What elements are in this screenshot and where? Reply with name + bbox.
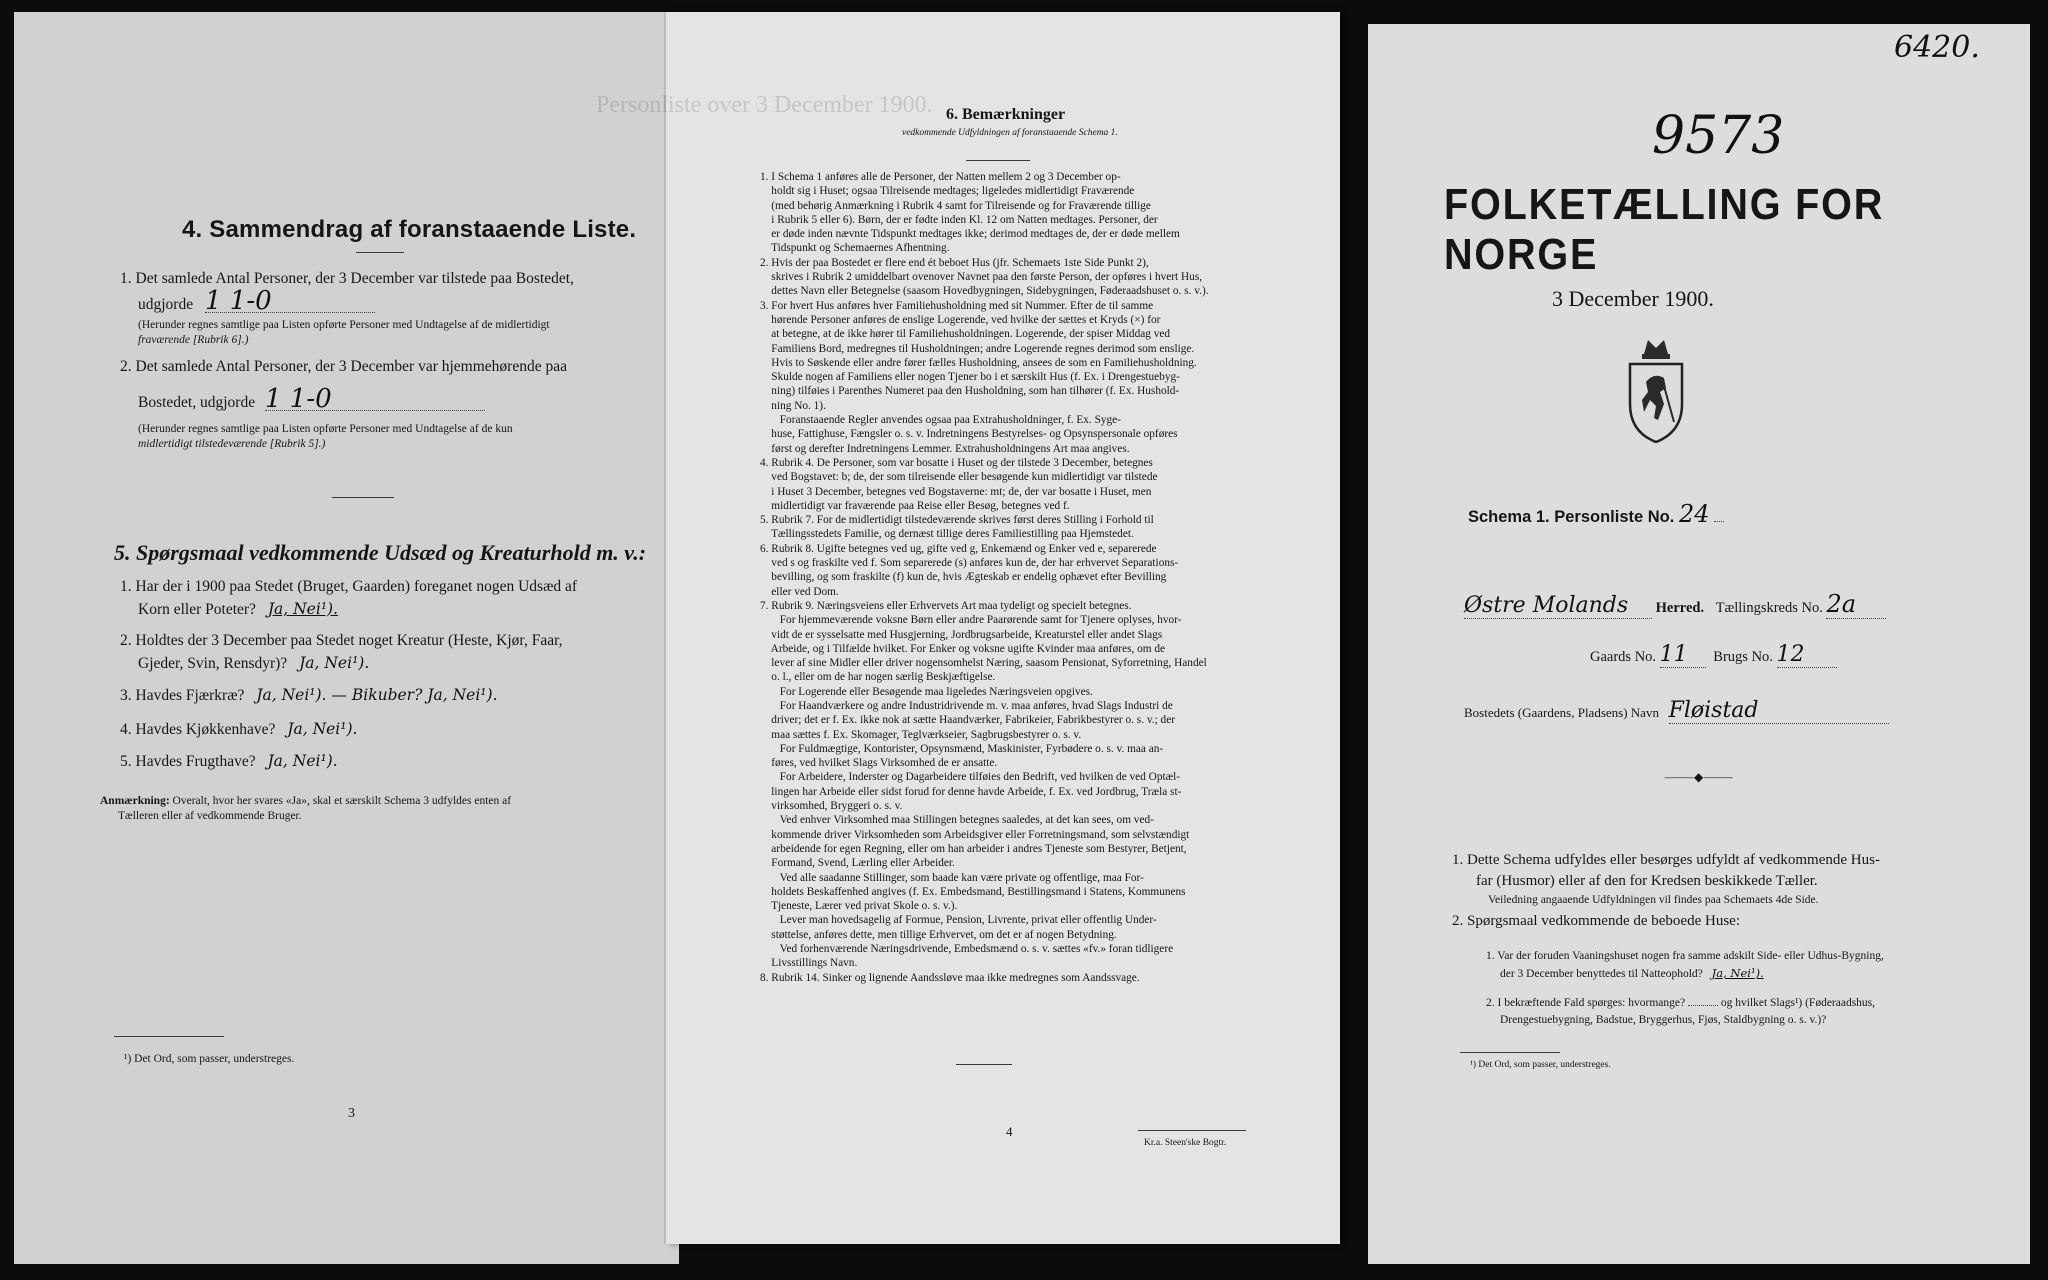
remark-line: For Logerende eller Besøgende maa ligeledes Næringsveien opgives. — [760, 685, 1093, 698]
remarks-title: 6. Bemærkninger — [946, 106, 1066, 123]
remark-line: 7. Rubrik 9. Næringsveiens eller Erhvervets Art maa tydeligt og specielt betegnes. — [760, 599, 1132, 612]
item2-note-b: midlertidigt tilstedeværende [Rubrik 5].) — [138, 438, 326, 450]
divider — [332, 497, 394, 498]
remark-line: Tællingsstedets Familie, og dernæst tillige deres Familiestilling paa Hjemstedet. — [760, 528, 1134, 541]
q3-answer: Ja, Nei¹). — Bikuber? Ja, Nei¹). — [256, 686, 498, 704]
instruction-2: 2. Spørgsmaal vedkommende de beboede Huse: — [1452, 913, 1740, 929]
q2-answer: Ja, Nei¹). — [299, 654, 370, 672]
page-number: 3 — [348, 1106, 355, 1121]
instruction-2-2b: og hvilket Slags¹) (Føderaadshus, — [1720, 997, 1876, 1009]
schema-number: 24 — [1678, 500, 1710, 528]
remark-line: lever af sine Midler eller driver nogensomhelst Næring, saasom Pensionat, Syforretning, Handel — [760, 657, 1207, 670]
divider — [356, 252, 404, 253]
remark-line: skrives i Rubrik 2 umiddelbart ovenover Navnet paa den første Person, der opføres i hvert Hus, — [760, 271, 1203, 284]
remark-line: støttelse, anføres dette, men tillige Erhvervet, om det er af nogen Betydning. — [760, 928, 1117, 941]
handwritten-number: 9573 — [1652, 106, 1785, 166]
remark-line: 2. Hvis der paa Bostedet er flere end ét beboet Hus (jfr. Schemaets 1ste Side Punkt 2), — [760, 256, 1149, 269]
remarks-body — [760, 170, 1320, 985]
instruction-2-2c: Drengestuebygning, Badstue, Bryggerhus, Fjøs, Staldbygning o. s. v.)? — [1500, 1014, 1827, 1026]
census-date: 3 December 1900. — [1552, 286, 1714, 311]
ornament-divider: ⸻◆⸻ — [1664, 770, 1734, 784]
item2-note-a: (Herunder regnes samtlige paa Listen opførte Personer med Undtagelse af de kun — [138, 423, 513, 435]
q2-line-b: Gjeder, Svin, Rensdyr)? — [138, 655, 288, 672]
section5-title: 5. Spørgsmaal vedkommende Udsæd og Kreaturhold m. v.: — [114, 540, 647, 565]
remark-line: Arbeide, og i Tilfælde hvilket. For Enker og voksne ugifte Kvinder maa anføres, om de — [760, 642, 1166, 655]
printer-credit: Kr.a. Steen'ske Bogtr. — [1144, 1138, 1227, 1148]
remark-line: For Arbeidere, Inderster og Dagarbeidere tilføies den Bedrift, ved hvilken de ved Optæl- — [760, 771, 1181, 784]
remark-line: 1. I Schema 1 anføres alle de Personer, der Natten mellem 2 og 3 December op- — [760, 171, 1121, 183]
item1-prefix: udgjorde — [138, 296, 194, 313]
remark-line: virksomhed, Bryggeri o. s. v. — [760, 800, 903, 813]
remark-line: Ved forhenværende Næringsdrivende, Embedsmænd o. s. v. sættes «fv.» foran tidligere — [760, 943, 1174, 956]
brugs-label: Brugs No. — [1713, 649, 1773, 665]
middle-page — [596, 12, 1340, 1244]
remark-line: kommende driver Virksomheden som Arbeidsgiver eller Forretningsmand, som selvstændigt — [760, 828, 1190, 841]
instruction-2-1-answer: Ja, Nei¹). — [1711, 966, 1764, 980]
remark-line: Familiens Bord, medregnes til Husholdningen; andre Logerende regnes derimod som enslige. — [760, 342, 1195, 355]
gaards-label: Gaards No. — [1590, 649, 1657, 665]
divider — [956, 1064, 1012, 1065]
q4-text: 4. Havdes Kjøkkenhave? — [120, 721, 276, 738]
q3-text: 3. Havdes Fjærkræ? — [120, 687, 245, 704]
q1-line-a: 1. Har der i 1900 paa Stedet (Bruget, Gaarden) foreganet nogen Udsæd af — [120, 578, 578, 595]
q2-line-a: 2. Holdtes der 3 December paa Stedet noget Kreatur (Heste, Kjør, Faar, — [120, 632, 563, 649]
bosted-label: Bostedets (Gaardens, Pladsens) Navn — [1464, 705, 1659, 720]
kreds-value: 2a — [1826, 590, 1886, 619]
remark-line: Skulde nogen af Familiens eller nogen Tjener bo i et særskilt Hus (f. Ex. i Drengestuebyg- — [760, 371, 1180, 384]
remark-line: o. l., eller om de har nogen særlig Beskjæftigelse. — [760, 671, 996, 684]
instruction-2-1b: der 3 December benyttedes til Natteophold? — [1500, 968, 1703, 980]
q1-answer: Ja, Nei¹). — [267, 600, 339, 618]
remark-line: Hvis to Søskende eller andre fører fælles Husholdning, ansees de som en Familiehusholdning. — [760, 356, 1197, 369]
remark-line: at betegne, at de ikke hører til Familiehusholdningen. Logerende, der spiser Middag ved — [760, 328, 1171, 341]
herred-value: Østre Molands — [1464, 593, 1652, 619]
remark-line: Livsstillings Navn. — [760, 957, 858, 970]
remark-line: arbeidende for egen Regning, eller om han arbeider i andres Tjeneste som Bestyrer, Betjent, — [760, 842, 1187, 855]
gaards-value: 11 — [1660, 642, 1706, 668]
item1-note-a: (Herunder regnes samtlige paa Listen opførte Personer med Undtagelse af de midlertidigt — [138, 319, 550, 331]
instruction-1c: Veiledning angaaende Udfyldningen vil findes paa Schemaets 4de Side. — [1488, 894, 1819, 906]
remark-line: For Haandværkere og andre Industridrivende m. v. maa anføres, hvad Slags Industri de — [760, 699, 1173, 712]
remark-line: er døde inden nævnte Tidspunkt medtages ikke; derimod medtages de, der er døde mellem — [760, 228, 1180, 241]
remark-line: vidt de er sysselsatte med Husgjerning, Jordbrugsarbeide, Kreaturstel eller andet Slags — [760, 628, 1163, 641]
item2-line1: 2. Det samlede Antal Personer, der 3 December var hjemmehørende paa — [120, 358, 567, 375]
footnote-rule — [114, 1036, 224, 1037]
instruction-2-1a: 1. Var der foruden Vaaningshuset nogen fra samme adskilt Side- eller Udhus-Bygning, — [1486, 950, 1884, 962]
remark-line: Tjeneste, Lærer ved privat Skole o. s. v.). — [760, 900, 958, 913]
kreds-label: Tællingskreds No. — [1715, 600, 1823, 616]
bleed-through-text: Personliste over 3 December 1900. — [596, 92, 933, 118]
norwegian-lion-coat-of-arms-icon — [1624, 334, 1688, 451]
item2-value: 1 1-0 — [265, 388, 485, 411]
remark-line: 5. Rubrik 7. For de midlertidigt tilstedeværende skrives først deres Stilling i Forhold til — [760, 514, 1154, 527]
item2-prefix: Bostedet, udgjorde — [138, 394, 256, 411]
q5-answer: Ja, Nei¹). — [267, 752, 338, 770]
remark-line: Ved alle saadanne Stillinger, som baade kan være private og offentlige, maa For- — [760, 871, 1144, 884]
remark-line: huse, Fattighuse, Fængsler o. s. v. Indretningens Bestyrelses- og Opsynspersonale opføres — [760, 428, 1178, 441]
remark-line: i Rubrik 5 eller 6). Børn, der er fødte inden Kl. 12 om Natten medtages. Personer, der — [760, 213, 1158, 226]
remark-line: Tidspunkt og Schemaernes Afhentning. — [760, 242, 950, 255]
remarks-subtitle: vedkommende Udfyldningen af foranstaaende Schema 1. — [902, 128, 1118, 138]
remark-text-a: Overalt, hvor her svares «Ja», skal et særskilt Schema 3 udfyldes enten af — [172, 795, 512, 807]
remark-line: 8. Rubrik 14. Sinker og lignende Aandssløve maa ikke medregnes som Aandssvage. — [760, 971, 1140, 984]
q4-answer: Ja, Nei¹). — [287, 720, 358, 738]
remark-line: Lever man hovedsagelig af Formue, Pension, Livrente, privat eller offentlig Under- — [760, 914, 1157, 927]
remark-line: først og derefter Indretningens Lemmer. Extrahusholdningens Art maa angives. — [760, 442, 1130, 455]
remark-line: For Fuldmægtige, Kontorister, Opsynsmænd, Maskinister, Fyrbødere o. s. v. maa an- — [760, 742, 1164, 755]
remark-line: 3. For hvert Hus anføres hver Familiehusholdning med sit Nummer. Efter de til samme — [760, 299, 1154, 312]
remark-line: (med behørig Anmærkning i Rubrik 4 samt for Tilreisende og for Fraværende tillige — [760, 199, 1151, 212]
herred-label: Herred. — [1655, 600, 1705, 616]
archive-number: 6420. — [1894, 30, 1980, 65]
remark-line: ved s og fraskilte ved f. Som separerede (s) anføres kun de, der har erhvervet Separations- — [760, 557, 1179, 570]
left-page — [14, 12, 679, 1264]
remark-line: Ved enhver Virksomhed maa Stillingen betegnes saaledes, at det kan sees, om ved- — [760, 814, 1154, 827]
remark-line: holdt sig i Huset; ogsaa Tilreisende medtages; ligeledes midlertidigt Fraværende — [760, 185, 1135, 198]
remark-line: ning) tilføies i Parenthes Numeret paa den Husholdning, som han tilhører (f. Ex. Hushold- — [760, 385, 1180, 398]
schema-label: Schema 1. Personliste No. — [1468, 508, 1675, 526]
remark-label: Anmærkning: — [100, 795, 170, 807]
instruction-2-2a: 2. I bekræftende Fald spørges: hvormange? — [1486, 997, 1686, 1009]
remark-line: i Huset 3 December, betegnes ved Bogstaverne: mt; de, der var bosatte i Huset, men — [760, 485, 1152, 498]
printer-rule — [1138, 1130, 1246, 1131]
remark-line: føres, ved hvilket Slags Virksomhed de er ansatte. — [760, 757, 998, 770]
brugs-value: 12 — [1777, 642, 1837, 668]
remark-line: driver; det er f. Ex. ikke nok at sætte Haandværker, Fabrikeier, Fabrikbestyrer o. s. v.; der — [760, 714, 1175, 727]
remark-line: For hjemmeværende voksne Børn eller andre Paarørende samt for Tjenere oplyses, hvor- — [760, 614, 1182, 627]
q1-line-b: Korn eller Poteter? — [138, 601, 256, 618]
bosted-value: Fløistad — [1669, 698, 1889, 724]
remark-line: 6. Rubrik 8. Ugifte betegnes ved ug, gifte ved g, Enkemænd og Enker ved e, separerede — [760, 542, 1157, 555]
remark-line: eller ved Dom. — [760, 585, 839, 598]
instruction-1a: 1. Dette Schema udfyldes eller besørges udfyldt af vedkommende Hus- — [1452, 852, 1880, 868]
remark-text-b: Tælleren eller af vedkommende Bruger. — [118, 810, 302, 822]
remark-line: ved Bogstavet: b; de, der som tilreisende eller besøgende kun midlertidigt var tilstede — [760, 471, 1158, 484]
item1-note-b: fraværende [Rubrik 6].) — [138, 334, 249, 346]
item1-line1: 1. Det samlede Antal Personer, der 3 December var tilstede paa Bostedet, — [120, 270, 574, 287]
remark-line: ning No. 1). — [760, 399, 826, 412]
remark-line: dettes Navn eller Betegnelse (saasom Hovedbygningen, Sidebygningen, Føderaadshuset o. s. v.). — [760, 285, 1209, 298]
remark-line: 4. Rubrik 4. De Personer, som var bosatte i Huset og der tilstede 3 December, betegnes — [760, 456, 1153, 469]
q5-text: 5. Havdes Frugthave? — [120, 753, 256, 770]
census-title: FOLKETÆLLING FOR NORGE — [1444, 180, 1885, 279]
footnote: ¹) Det Ord, som passer, understreges. — [1470, 1060, 1611, 1070]
section4-title: 4. Sammendrag af foranstaaende Liste. — [182, 216, 637, 243]
footnote: ¹) Det Ord, som passer, understreges. — [124, 1053, 295, 1065]
remark-line: holdets Beskaffenhed angives (f. Ex. Embedsmand, Bestillingsmand i Statens, Kommunens — [760, 885, 1186, 898]
remark-line: Formand, Svend, Lærling eller Arbeider. — [760, 857, 955, 870]
instruction-1b: far (Husmor) eller af den for Kredsen beskikkede Tæller. — [1476, 873, 1818, 889]
remark-line: lingen har Arbeide eller sidst forud for denne havde Arbeide, f. Ex. ved Jordbrug, Træla st- — [760, 785, 1182, 798]
remark-line: maa sættes f. Ex. Skomager, Teglværkseier, Sagbrugsbestyrer o. s. v. — [760, 728, 1082, 741]
item1-value: 1 1-0 — [205, 290, 375, 313]
remark-line: Foranstaaende Regler anvendes ogsaa paa Extrahusholdninger, f. Ex. Syge- — [760, 414, 1121, 427]
remark-line: midlertidigt var fraværende paa Reise eller Besøg, betegnes ved f. — [760, 499, 1070, 512]
page-number: 4 — [1006, 1124, 1013, 1139]
divider — [966, 160, 1030, 161]
right-page — [1368, 24, 2030, 1264]
footnote-rule — [1460, 1052, 1560, 1053]
remark-line: hørende Personer anføres de enslige Logerende, ved hvilke der sættes et Kryds (×) for — [760, 313, 1161, 326]
remark-line: bevilling, og som fraskilte (f) kun de, hvis Ægteskab er endelig ophævet efter Bevilling — [760, 571, 1167, 584]
